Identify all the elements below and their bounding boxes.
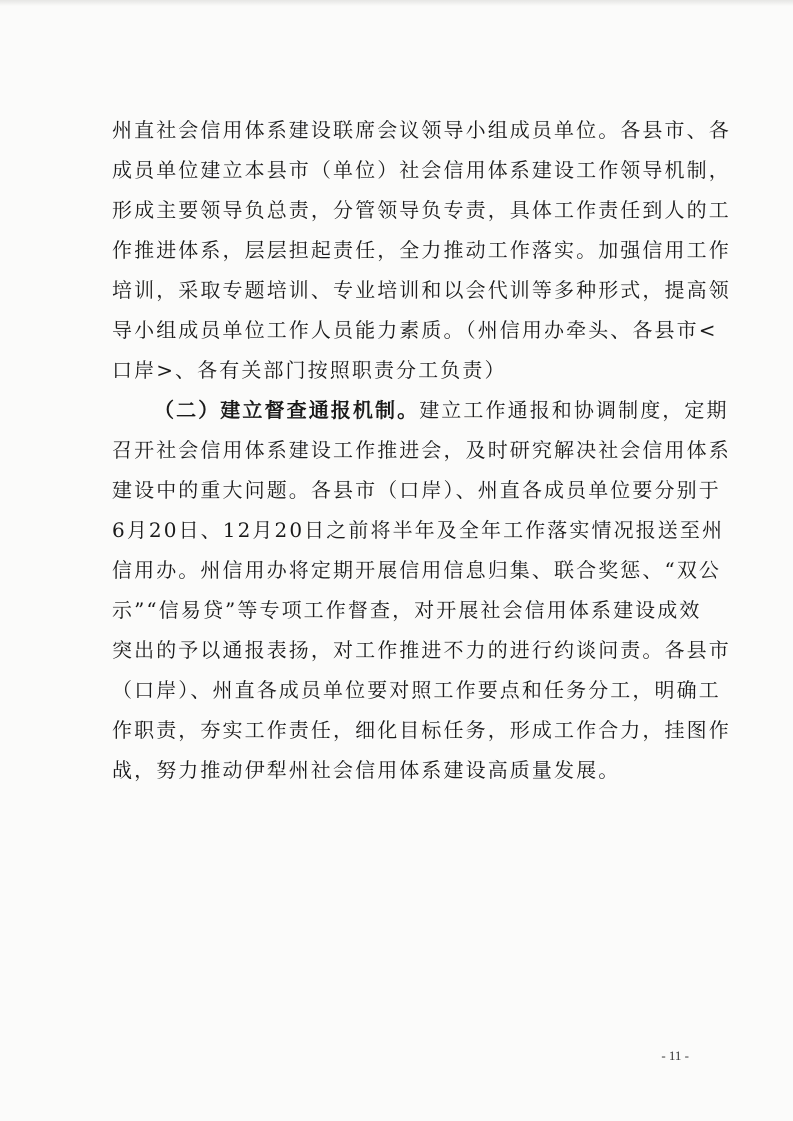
paragraph-line: 成员单位建立本县市（单位）社会信用体系建设工作领导机制， (112, 158, 731, 182)
paragraph-line: 示”“信易贷”等专项工作督查，对开展社会信用体系建设成效 (112, 598, 702, 622)
paragraph-line: 培训，采取专题培训、专业培训和以会代训等多种形式，提高领 (112, 278, 731, 302)
paragraph-line: 形成主要领导负总责，分管领导负专责，具体工作责任到人的工 (112, 198, 731, 222)
paragraph-line: 州直社会信用体系建设联席会议领导小组成员单位。各县市、各 (112, 118, 731, 142)
paragraph-line: 突出的予以通报表扬，对工作推进不力的进行约谈问责。各县市 (112, 638, 731, 662)
paragraph-line: 导小组成员单位工作人员能力素质。（州信用办牵头、各县市< (112, 318, 718, 342)
paragraph-line: 作推进体系，层层担起责任，全力推动工作落实。加强信用工作 (112, 238, 731, 262)
scan-edge-shadow (0, 0, 793, 6)
paragraph-line: 战，努力推动伊犁州社会信用体系建设高质量发展。 (112, 758, 621, 782)
paragraph-line: 6月20日、12月20日之前将半年及全年工作落实情况报送至州 (112, 518, 725, 542)
page-number: - 11 - (661, 1048, 689, 1063)
section-heading-line-rest: 建立工作通报和协调制度，定期 (419, 398, 729, 422)
paragraph-line: 口岸>、各有关部门按照职责分工负责） (112, 358, 507, 382)
section-heading: （二）建立督查通报机制。 (154, 398, 420, 422)
paragraph-line: 作职责，夯实工作责任，细化目标任务，形成工作合力，挂图作 (112, 718, 731, 742)
paragraph-line: 信用办。州信用办将定期开展信用信息归集、联合奖惩、“双公 (112, 558, 722, 582)
section-heading-line (154, 398, 729, 422)
paragraph-line: （口岸）、州直各成员单位要对照工作要点和任务分工，明确工 (112, 678, 721, 702)
paragraph-line: 召开社会信用体系建设工作推进会，及时研究解决社会信用体系 (112, 438, 731, 462)
paragraph-line: 建设中的重大问题。各县市（口岸）、州直各成员单位要分别于 (112, 478, 721, 502)
